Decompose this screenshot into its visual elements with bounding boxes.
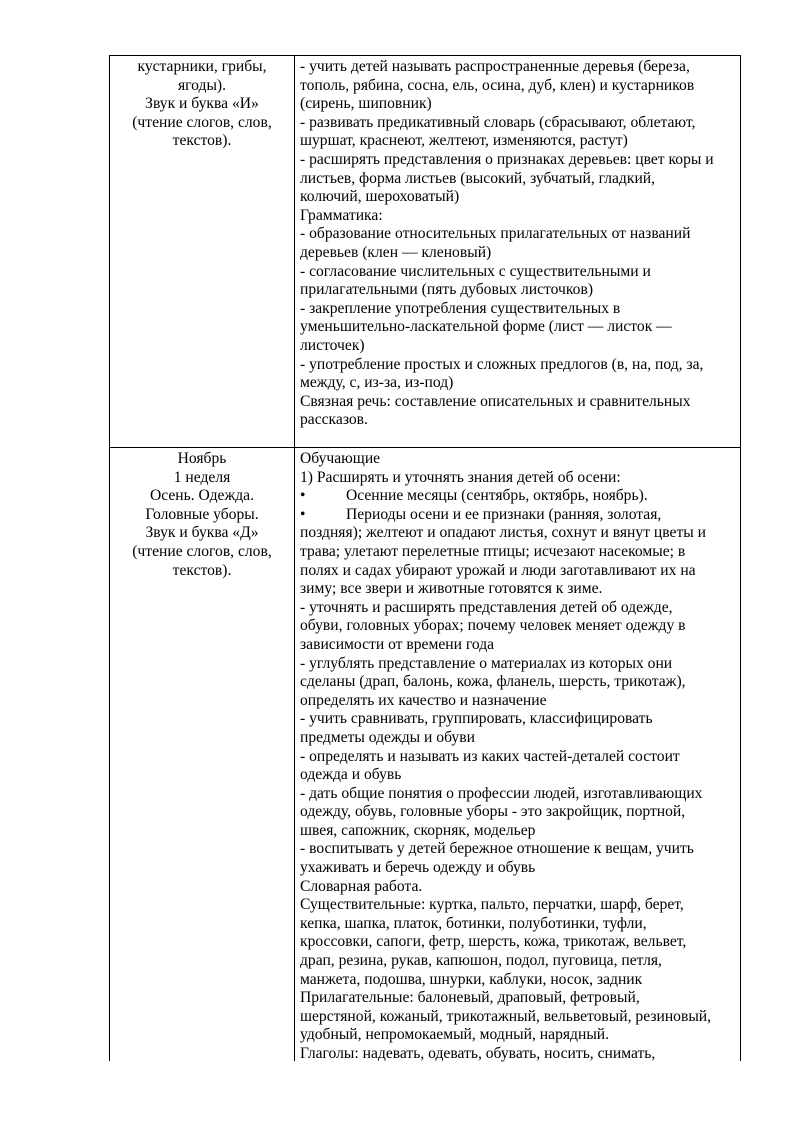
bullet-line	[300, 506, 736, 525]
text-line: трава; улетают перелетные птицы; исчезают насекомые; в	[300, 542, 686, 560]
bullet-icon: •	[300, 487, 306, 505]
text-line: одежда и обувь	[300, 766, 402, 784]
text-line: шуршат, краснеют, желтеют, изменяются, растут)	[300, 132, 628, 150]
text-line: Прилагательные: балоневый, драповый, фетровый,	[300, 989, 640, 1007]
text-line: прилагательными (пять дубовых листочков)	[300, 281, 594, 299]
text-line: Осенние месяцы (сентябрь, октябрь, ноябрь).	[346, 487, 648, 505]
text-line: Грамматика:	[300, 206, 383, 224]
text-line: - расширять представления о признаках деревьев: цвет коры и	[300, 150, 714, 168]
text-line: тополь, рябина, сосна, ель, осина, дуб, клен) и кустарников	[300, 76, 695, 94]
text-line: - уточнять и расширять представления детей об одежде,	[300, 598, 673, 616]
text-line: полях и садах убирают урожай и люди заготавливают их на	[300, 561, 696, 579]
text-line: - дать общие понятия о профессии людей, изготавливающих	[300, 784, 703, 802]
text-line: - образование относительных прилагательных от названий	[300, 225, 691, 243]
text-line: одежду, обувь, головные уборы - это закройщик, портной,	[300, 803, 686, 821]
row1-content-cell	[300, 58, 736, 430]
text-line: 1 неделя	[173, 468, 231, 486]
bullet-icon: •	[300, 505, 306, 523]
text-line: текстов).	[172, 132, 232, 150]
text-line: (чтение слогов, слов,	[132, 113, 272, 131]
text-line: шерстяной, кожаный, трикотажный, вельветовый, резиновый,	[300, 1007, 712, 1025]
text-line: Существительные: куртка, пальто, перчатки, шарф, берет,	[300, 896, 684, 914]
text-line: Осень. Одежда.	[150, 487, 254, 505]
row1-topic-cell	[114, 58, 290, 151]
text-line: колючий, шероховатый)	[300, 188, 460, 206]
text-line: Словарная работа.	[300, 877, 423, 895]
text-line: ягоды).	[177, 76, 227, 94]
text-line: - согласование числительных с существительными и	[300, 262, 651, 280]
text-line: - развивать предикативный словарь (сбрасывают, облетают,	[300, 113, 696, 131]
text-line: - учить детей называть распространенные деревья (береза,	[300, 58, 690, 75]
row2-topic-cell	[114, 450, 290, 580]
text-line: предметы одежды и обуви	[300, 728, 475, 746]
text-line: обуви, головных уборах; почему человек меняет одежду в	[300, 617, 686, 635]
text-line: Связная речь: составление описательных и сравнительных	[300, 392, 691, 410]
row-divider	[110, 447, 740, 448]
text-line: швея, сапожник, скорняк, модельер	[300, 821, 536, 839]
text-line: Звук и буква «И»	[145, 95, 259, 113]
text-line: Головные уборы.	[145, 505, 259, 523]
text-line: уменьшительно-ласкательной форме (лист — листок —	[300, 318, 672, 336]
text-line: - закрепление употребления существительных в	[300, 299, 621, 317]
text-line: листьев, форма листьев (высокий, зубчатый, гладкий,	[300, 169, 656, 187]
text-line: (чтение слогов, слов,	[132, 542, 272, 560]
text-line: сделаны (драп, балонь, кожа, фланель, шерсть, трикотаж),	[300, 673, 686, 691]
text-line: Звук и буква «Д»	[145, 524, 259, 542]
text-line: Глаголы: надевать, одевать, обувать, носить, снимать,	[300, 1045, 656, 1062]
text-line: Периоды осени и ее признаки (ранняя, золотая,	[346, 505, 662, 523]
row2-content-cell	[300, 450, 736, 1064]
text-line: поздняя); желтеют и опадают листья, сохнут и вянут цветы и	[300, 524, 706, 542]
text-line: кустарники, грибы,	[137, 58, 267, 75]
bullet-line	[300, 487, 736, 506]
text-line: ухаживать и беречь одежду и обувь	[300, 859, 536, 877]
text-line: Ноябрь	[177, 450, 227, 467]
text-line: Обучающие	[300, 450, 381, 467]
text-line: драп, резина, рукав, капюшон, подол, пуговица, петля,	[300, 952, 662, 970]
text-line: зиму; все звери и животные готовятся к зиме.	[300, 580, 603, 598]
text-line: деревьев (клен — кленовый)	[300, 243, 492, 261]
text-line: кроссовки, сапоги, фетр, шерсть, кожа, трикотаж, вельвет,	[300, 933, 687, 951]
column-divider	[294, 56, 295, 1061]
document-table	[109, 55, 741, 1061]
text-line: - углублять представление о материалах из которых они	[300, 654, 673, 672]
text-line: рассказов.	[300, 411, 368, 429]
text-line: - определять и называть из каких частей-деталей состоит	[300, 747, 680, 765]
text-line: манжета, подошва, шнурки, каблуки, носок, задник	[300, 970, 643, 988]
text-line: текстов).	[172, 561, 232, 579]
text-line: 1) Расширять и уточнять знания детей об осени:	[300, 468, 621, 486]
text-line: - воспитывать у детей бережное отношение к вещам, учить	[300, 840, 694, 858]
text-line: зависимости от времени года	[300, 635, 495, 653]
text-line: - учить сравнивать, группировать, классифицировать	[300, 710, 653, 728]
text-line: кепка, шапка, платок, ботинки, полуботинки, туфли,	[300, 914, 647, 932]
text-line: (сирень, шиповник)	[300, 95, 432, 113]
text-line: между, с, из-за, из-под)	[300, 374, 454, 392]
text-line: определять их качество и назначение	[300, 691, 547, 709]
text-line: листочек)	[300, 336, 365, 354]
text-line: удобный, непромокаемый, модный, нарядный.	[300, 1026, 610, 1044]
text-line: - употребление простых и сложных предлогов (в, на, под, за,	[300, 355, 704, 373]
